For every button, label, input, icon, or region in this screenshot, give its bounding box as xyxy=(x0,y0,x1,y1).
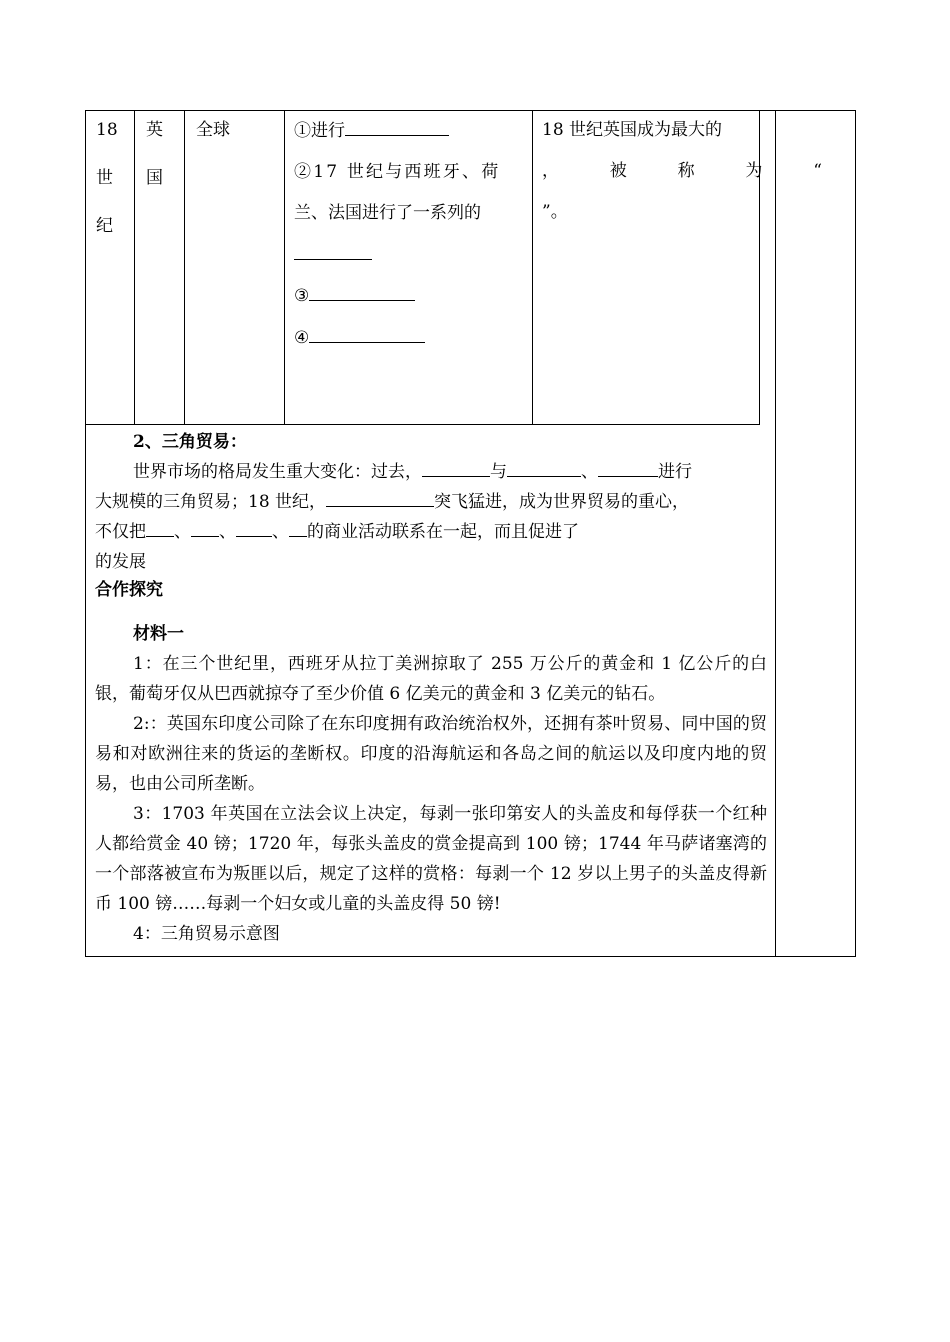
result-cell xyxy=(542,118,822,241)
material-title: 材料一 xyxy=(133,624,184,644)
section-heading: 2、三角贸易： xyxy=(133,432,247,452)
notes-column-divider xyxy=(775,111,776,956)
fill-blank[interactable] xyxy=(422,459,490,477)
fill-blank[interactable] xyxy=(507,459,581,477)
coop-heading: 合作探究 xyxy=(95,580,163,600)
country-char: 英 xyxy=(146,120,163,140)
result-line: 18 世纪英国成为最大的 xyxy=(542,120,723,140)
material-item-1: 1：在三个世纪里，西班牙从拉丁美洲掠取了 255 万公斤的黄金和 1 亿公斤的白银，葡萄牙仅从巴西就掠夺了至少价值 6 亿美元的黄金和 3 亿美元的钻石。 xyxy=(95,654,767,704)
country-char: 国 xyxy=(146,168,163,188)
period-char: 世 xyxy=(96,168,113,188)
column-divider xyxy=(184,111,185,424)
paragraph-line: 世界市场的格局发生重大变化：过去， 与 、 进行 xyxy=(95,457,767,487)
period-cell xyxy=(96,115,118,259)
fill-blank[interactable] xyxy=(289,519,307,537)
event-item-2-cont: 兰、法国进行了一系列的 xyxy=(294,203,481,223)
row-divider xyxy=(86,424,760,425)
material-item-4: 4：三角贸易示意图 xyxy=(133,924,280,944)
material-item-2: 2:：英国东印度公司除了在东印度拥有政治统治权外，还拥有茶叶贸易、同中国的贸易和对欧洲往来的货运的垄断权。印度的沿海航运和各岛之间的航运以及印度内地的贸易，也由公司所垄断。 xyxy=(95,714,767,794)
scope-cell: 全球 xyxy=(196,120,230,140)
result-line: ”。 xyxy=(542,202,568,222)
fill-blank[interactable] xyxy=(598,459,658,477)
event-item-3: ③ xyxy=(294,283,524,308)
paragraph-line: 的发展 xyxy=(95,552,146,572)
triangle-trade-section xyxy=(95,427,767,577)
fill-blank[interactable] xyxy=(326,489,434,507)
paragraph-line: 不仅把 、 、 、 的商业活动联系在一起，而且促进了 xyxy=(95,517,767,547)
column-divider xyxy=(134,111,135,424)
event-item-4: ④ xyxy=(294,325,524,350)
result-line: ， 被 称 为 “ xyxy=(542,161,822,181)
fill-blank[interactable] xyxy=(345,118,449,136)
event-item-2-blank xyxy=(294,242,524,266)
material-item-3: 3：1703 年英国在立法会议上决定，每剥一张印第安人的头盖皮和每俘获一个红种人都给赏金 40 镑；1720 年，每张头盖皮的赏金提高到 100 镑；1744 年马萨诸塞湾的一个部落被宣布为叛匪以后，规定了这样的赏格：每剥一个 12 岁以上男子的头盖皮得新币 100 镑……每剥一个妇女或儿童的头盖皮得 50 镑! xyxy=(95,804,767,914)
event-item-2: ②17 世纪与西班牙、荷 xyxy=(294,162,501,182)
fill-blank[interactable] xyxy=(309,325,425,343)
fill-blank[interactable] xyxy=(294,242,372,260)
column-divider xyxy=(532,111,533,424)
fill-blank[interactable] xyxy=(309,283,415,301)
column-divider xyxy=(284,111,285,424)
event-item-1: ①进行 xyxy=(294,118,524,143)
column-divider xyxy=(759,111,760,424)
fill-blank[interactable] xyxy=(191,519,219,537)
country-cell xyxy=(146,115,163,211)
fill-blank[interactable] xyxy=(146,519,174,537)
period-char: 纪 xyxy=(96,216,113,236)
fill-blank[interactable] xyxy=(236,519,272,537)
period-char: 18 xyxy=(96,120,118,140)
paragraph-line: 大规模的三角贸易；18 世纪， 突飞猛进，成为世界贸易的重心， xyxy=(95,487,767,517)
coop-section xyxy=(95,575,767,949)
events-cell xyxy=(294,118,524,367)
